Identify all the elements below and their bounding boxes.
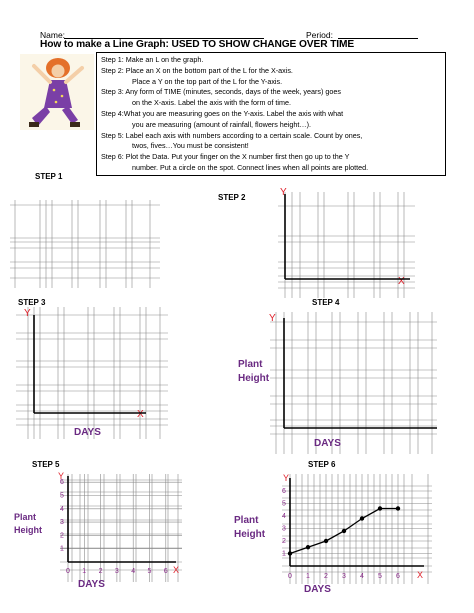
x-tick-label: 2 [324, 573, 328, 580]
y-axis-title-line1: Plant [14, 512, 37, 522]
step5-label: STEP 5 [32, 460, 60, 469]
x-tick-label: 0 [288, 573, 292, 580]
instruction-step-line: Step 3: Any form of TIME (minutes, seconds, days of the week, years) goes [101, 87, 341, 97]
x-tick-label: 2 [98, 568, 103, 575]
step6-label: STEP 6 [308, 460, 336, 469]
y-axis-letter: Y [58, 471, 65, 481]
y-axis-letter: Y [283, 473, 290, 483]
y-tick-label: 2 [60, 532, 64, 540]
instruction-step-line: number. Put a circle on the spot. Connect lines when all points are plotted. [132, 163, 369, 172]
step6-grid[interactable] [232, 470, 442, 598]
y-tick-label: 1 [282, 550, 286, 558]
x-tick-label: 0 [66, 568, 70, 575]
data-point [324, 539, 328, 543]
y-axis-letter: Y [280, 187, 287, 198]
instruction-step-line: you are measuring (amount of rainfall, flowers height…). [132, 119, 311, 129]
instruction-step-line: Step 5: Label each axis with numbers according to a certain scale. Count by ones, [101, 130, 363, 140]
x-tick-label: 1 [82, 568, 87, 575]
instructions-box [96, 52, 446, 176]
x-axis-title: DAYS [74, 427, 101, 438]
x-axis-letter: X [417, 570, 424, 580]
x-tick-label: 5 [378, 573, 382, 580]
y-tick-label: 2 [282, 538, 286, 545]
data-point [396, 506, 400, 510]
instruction-step-line: on the X-axis. Label the axis with the form of time. [132, 98, 291, 108]
y-tick-label: 4 [60, 505, 64, 513]
step3-label: STEP 3 [18, 298, 46, 307]
instruction-step-line: twos, fives…You must be consistent! [132, 141, 249, 151]
y-tick-label: 1 [60, 545, 64, 553]
instruction-step-line: Step 6: Plot the Data. Put your finger on the X number first then go up to the Y [101, 152, 350, 162]
x-tick-label: 4 [131, 568, 136, 575]
y-tick-label: 4 [282, 513, 286, 520]
y-tick-label: 6 [282, 488, 286, 495]
x-tick-label: 1 [306, 573, 310, 580]
step3-grid[interactable] [10, 305, 170, 445]
data-point [306, 545, 310, 549]
y-tick-label: 5 [282, 500, 286, 508]
step2-label: STEP 2 [218, 193, 246, 202]
y-axis-title-line2: Height [14, 525, 42, 535]
step1-label: STEP 1 [35, 172, 63, 181]
x-axis-letter: X [173, 565, 180, 575]
x-tick-label: 6 [396, 573, 400, 580]
x-tick-label: 3 [342, 573, 346, 580]
x-axis-title: DAYS [304, 584, 331, 595]
y-axis-title-line2: Height [234, 529, 266, 540]
step1-grid[interactable] [10, 180, 165, 288]
y-axis-letter: Y [269, 313, 276, 324]
x-tick-label: 5 [147, 568, 152, 575]
x-axis-title: DAYS [314, 438, 341, 449]
x-axis-title: DAYS [78, 579, 105, 590]
name-label: Name: [40, 30, 66, 40]
x-tick-label: 3 [114, 568, 119, 575]
data-point [288, 551, 292, 555]
instruction-step-line: Step 4:What you are measuring goes on the Y-axis. Label the axis with what [101, 109, 344, 118]
y-axis-title-line1: Plant [238, 359, 263, 370]
period-label: Period: [306, 30, 333, 40]
y-axis-letter: Y [24, 308, 31, 319]
x-tick-label: 4 [360, 573, 364, 580]
instruction-step-line: Place a Y on the top part of the L for the Y-axis. [132, 76, 283, 86]
step4-grid[interactable] [232, 308, 442, 458]
data-point [342, 529, 346, 533]
y-tick-label: 3 [282, 525, 286, 533]
y-tick-label: 3 [60, 519, 64, 527]
data-point [378, 506, 382, 510]
step5-grid[interactable] [10, 470, 185, 595]
y-axis-title-line2: Height [238, 373, 270, 384]
y-tick-label: 5 [60, 492, 64, 500]
instruction-step-line: Step 2: Place an X on the bottom part of the L for the X-axis. [101, 65, 293, 75]
step2-grid[interactable] [270, 187, 420, 300]
page-title: How to make a Line Graph: USED TO SHOW CHANGE OVER TIME [40, 39, 355, 50]
step4-label: STEP 4 [312, 298, 340, 307]
teacher-illustration [20, 54, 94, 130]
y-tick-label: 6 [60, 479, 64, 487]
y-axis-title-line1: Plant [234, 515, 259, 526]
data-point [360, 516, 364, 520]
instruction-step-line: Step 1: Make an L on the graph. [101, 55, 204, 64]
x-tick-label: 6 [163, 568, 168, 575]
x-axis-letter: X [398, 276, 405, 287]
x-axis-letter: X [137, 409, 144, 420]
